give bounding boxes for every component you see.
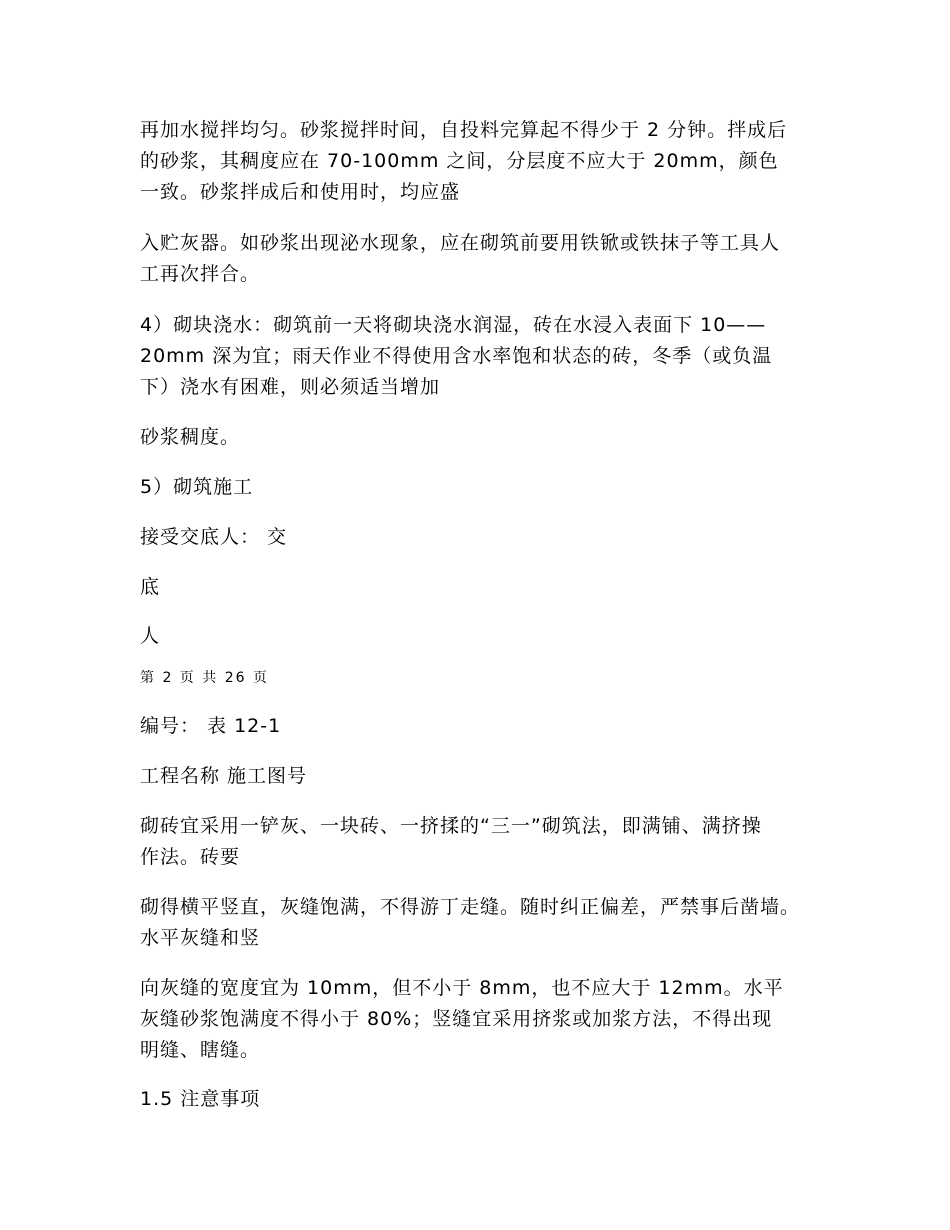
recipient-label — [140, 522, 830, 553]
text-line: 砌砖宜采用一铲灰、一块砖、一挤揉的“三一”砌筑法，即满铺、满挤操 — [140, 815, 762, 837]
paragraph-mortar-mixing — [140, 115, 830, 208]
text-fragment — [140, 572, 830, 603]
text-line: 灰缝砂浆饱满度不得小于 80%；竖缝宜采用挤浆或加浆方法，不得出现 — [140, 1008, 773, 1030]
text-line: 砂浆稠度。 — [140, 426, 241, 448]
text-line: 20mm 深为宜；雨天作业不得使用含水率饱和状态的砖，冬季（或负温 — [140, 345, 773, 367]
text-line: 向灰缝的宽度宜为 10mm，但不小于 8mm，也不应大于 12mm。水平 — [140, 977, 784, 999]
paragraph-block-watering — [140, 310, 830, 403]
text-line: 下）浇水有困难，则必须适当增加 — [140, 376, 441, 398]
text-line: 5）砌筑施工 — [140, 476, 254, 498]
document-number — [140, 711, 830, 742]
paragraph-brick-alignment — [140, 892, 830, 954]
text-line: 作法。砖要 — [140, 846, 241, 868]
text-line: 一致。砂浆拌成后和使用时，均应盛 — [140, 181, 461, 203]
text-line: 工再次拌合。 — [140, 263, 261, 285]
text-line: 的砂浆，其稠度应在 70-100mm 之间，分层度不应大于 20mm，颜色 — [140, 150, 779, 172]
text-line: 人 — [140, 625, 161, 647]
text-fragment — [140, 621, 830, 652]
text-line: 砌得横平竖直，灰缝饱满，不得游丁走缝。随时纠正偏差，严禁事后凿墙。 — [140, 896, 801, 918]
text-line: 明缝、瞎缝。 — [140, 1039, 261, 1061]
project-name-label — [140, 761, 830, 792]
page-footer: 第 2 页 共 26 页 — [140, 670, 269, 686]
section-heading-masonry — [140, 472, 830, 503]
paragraph-brick-laying-method — [140, 811, 830, 873]
text-line: 编号： 表 12-1 — [140, 715, 282, 737]
text-line: 再加水搅拌均匀。砂浆搅拌时间，自投料完算起不得少于 2 分钟。拌成后 — [140, 119, 788, 141]
text-line: 水平灰缝和竖 — [140, 927, 261, 949]
text-line: 4）砌块浇水：砌筑前一天将砌块浇水润湿，砖在水浸入表面下 10—— — [140, 314, 767, 336]
text-line: 接受交底人： 交 — [140, 526, 288, 548]
text-line: 工程名称 施工图号 — [140, 765, 308, 787]
section-heading-notes — [140, 1084, 830, 1115]
text-line: 入贮灰器。如砂浆出现泌水现象，应在砌筑前要用铁锨或铁抹子等工具人 — [140, 232, 781, 254]
text-line: 底 — [140, 576, 161, 598]
text-line: 1.5 注意事项 — [140, 1088, 261, 1110]
paragraph-mortar-storage — [140, 228, 830, 290]
paragraph-joint-width — [140, 973, 830, 1066]
paragraph-mortar-consistency — [140, 422, 830, 453]
